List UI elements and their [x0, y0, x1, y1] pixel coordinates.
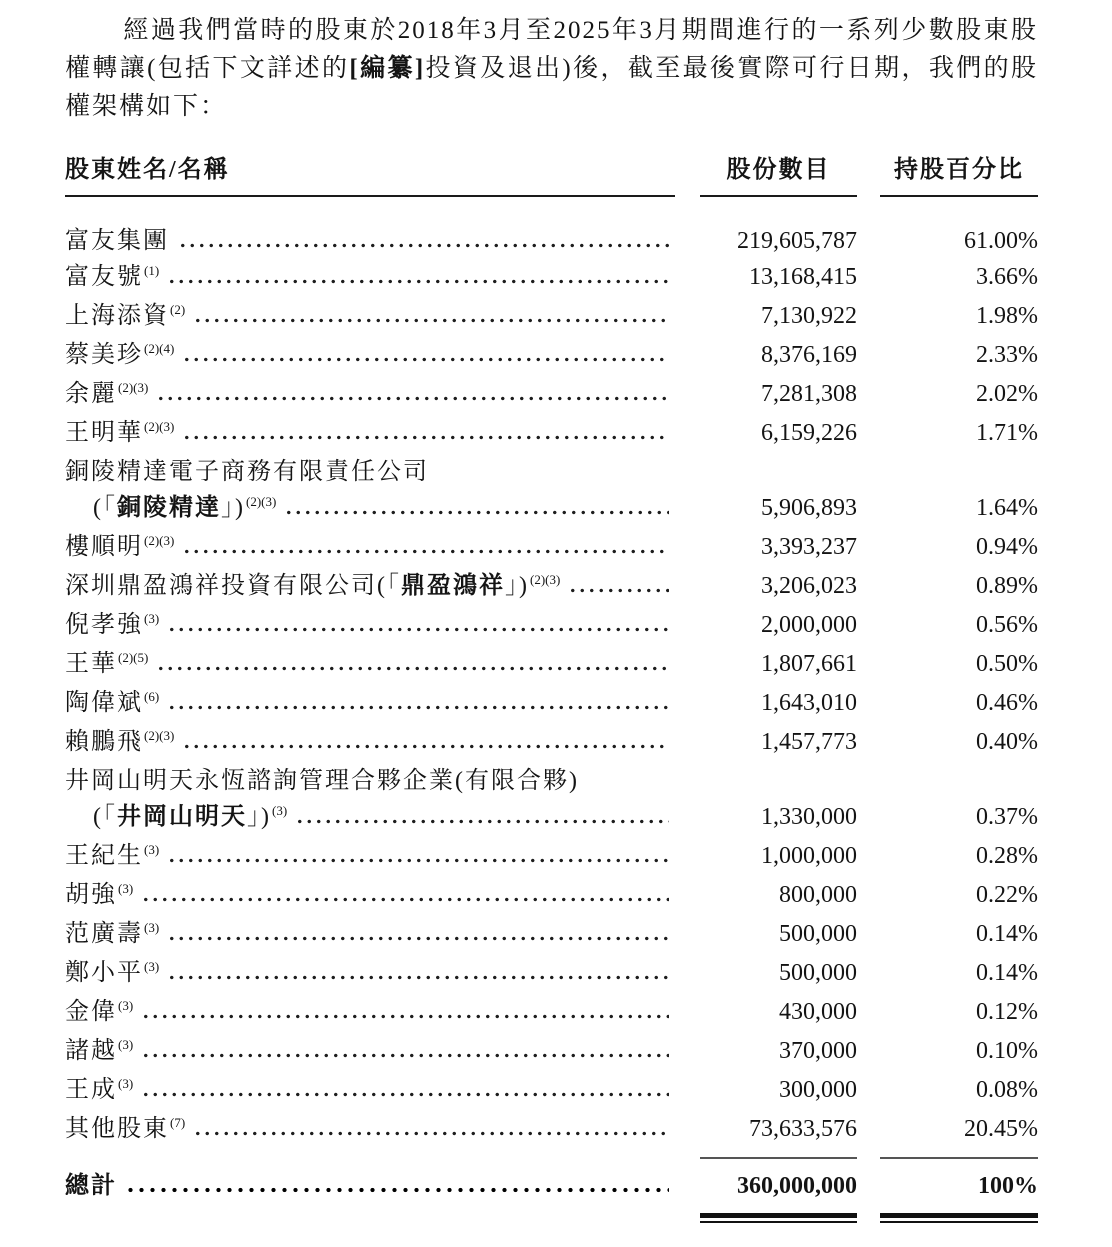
shareholder-name: 深圳鼎盈鴻祥投資有限公司(「 [65, 573, 401, 599]
dot-leader [167, 936, 669, 941]
shareholder-name-line1 [65, 763, 1038, 799]
shareholder-name: 金偉 [65, 999, 117, 1025]
dot-leader [193, 318, 669, 323]
shareholder-name: 王成 [65, 1077, 117, 1103]
total-row [65, 1168, 1038, 1204]
shareholder-name: 其他股東 [65, 1116, 169, 1142]
shareholder-name-cell [65, 529, 675, 568]
shareholder-name-cell [65, 337, 675, 376]
dot-leader [182, 357, 669, 362]
dot-leader [568, 588, 669, 593]
total-label-cell [65, 1168, 675, 1204]
shareholding-percent: 0.94% [976, 534, 1038, 560]
shareholder-name-cell [65, 724, 675, 763]
dot-leader [156, 666, 669, 671]
dot-leader [284, 510, 669, 515]
footnote-superscript: (2)(5) [118, 650, 149, 665]
shareholding-percent: 2.33% [976, 342, 1038, 368]
table-row [65, 1111, 1038, 1150]
shareholder-name-cell [65, 1033, 675, 1072]
table-header-row [65, 152, 1038, 197]
percent-column-rule [880, 1157, 1038, 1159]
total-share-count: 360,000,000 [737, 1173, 857, 1199]
intro-text-pre: 經過我們當時的股東於2018年3月至2025年3月期間進行的一系列少數股東股權轉讓(包括下文詳述的 [65, 17, 1038, 82]
dot-leader [167, 705, 669, 710]
table-row [65, 298, 1038, 337]
footnote-superscript: (3) [144, 959, 160, 974]
table-row [65, 1072, 1038, 1111]
shareholder-name: 王紀生 [65, 843, 143, 869]
dot-leader [193, 1131, 669, 1136]
dot-leader [295, 819, 669, 824]
footnote-superscript: (2)(3) [144, 533, 175, 548]
table-row [65, 337, 1038, 376]
dot-leader [167, 279, 669, 284]
shareholder-name: (「 [93, 495, 117, 521]
shareholder-name: 鄭小平 [65, 960, 143, 986]
shareholder-name-bold: 鼎盈鴻祥 [401, 573, 505, 599]
header-shareholder-name: 股東姓名/名稱 [65, 152, 675, 197]
shareholding-percent: 0.56% [976, 612, 1038, 638]
table-row [65, 877, 1038, 916]
shareholding-percent: 0.14% [976, 921, 1038, 947]
shareholder-name: 諸越 [65, 1038, 117, 1064]
shareholder-name-cell [65, 955, 675, 994]
footnote-superscript: (3) [118, 1076, 134, 1091]
shareholder-name-cell [65, 994, 675, 1033]
table-row [65, 376, 1038, 415]
share-count: 1,457,773 [761, 729, 857, 755]
share-count: 3,206,023 [761, 573, 857, 599]
table-row [65, 568, 1038, 607]
shareholder-name-post: 」) [221, 495, 245, 521]
share-count: 2,000,000 [761, 612, 857, 638]
share-column-rule [700, 1157, 857, 1159]
share-count: 7,281,308 [761, 381, 857, 407]
table-row [65, 223, 1038, 259]
share-count: 1,330,000 [761, 804, 857, 830]
dot-leader [141, 1053, 669, 1058]
dot-leader [141, 1092, 669, 1097]
footnote-superscript: (3) [272, 803, 288, 818]
table-row [65, 799, 1038, 838]
table-row [65, 955, 1038, 994]
shareholder-name: 上海添資 [65, 303, 169, 329]
dot-leader [182, 744, 669, 749]
shareholder-name: 銅陵精達電子商務有限責任公司 [65, 459, 429, 485]
intro-text-post: 投資及退出)後，截至最後實際可行日期，我們的股權架構如下： [65, 55, 1039, 120]
table-row [65, 415, 1038, 454]
footnote-superscript: (2) [170, 302, 186, 317]
shareholder-name-cell [65, 1111, 675, 1150]
share-count: 8,376,169 [761, 342, 857, 368]
shareholding-percent: 0.50% [976, 651, 1038, 677]
share-count: 500,000 [779, 921, 857, 947]
table-row [65, 490, 1038, 529]
shareholding-percent: 20.45% [964, 1116, 1038, 1142]
dot-leader [167, 858, 669, 863]
share-count: 370,000 [779, 1038, 857, 1064]
shareholder-name: (「 [93, 804, 117, 830]
total-double-rule [65, 1213, 1038, 1223]
share-count: 3,393,237 [761, 534, 857, 560]
shareholder-name: 胡強 [65, 882, 117, 908]
shareholder-name: 賴鵬飛 [65, 729, 143, 755]
shareholder-name-cell [65, 607, 675, 646]
shareholder-name-post: 」) [247, 804, 271, 830]
dot-leader [182, 435, 669, 440]
footnote-superscript: (2)(3) [530, 572, 561, 587]
footnote-superscript: (3) [118, 998, 134, 1013]
table-row [65, 838, 1038, 877]
footnote-superscript: (1) [144, 263, 160, 278]
footnote-superscript: (3) [144, 920, 160, 935]
table-row [65, 607, 1038, 646]
header-share-count: 股份數目 [700, 152, 857, 197]
dot-leader [167, 627, 669, 632]
shareholder-name-line1 [65, 454, 1038, 490]
intro-paragraph [65, 12, 1038, 126]
subtotal-rule [65, 1157, 1038, 1159]
share-count: 1,643,010 [761, 690, 857, 716]
dot-leader [182, 549, 669, 554]
shareholder-name-cell [65, 1072, 675, 1111]
share-count: 300,000 [779, 1077, 857, 1103]
footnote-superscript: (3) [118, 1037, 134, 1052]
total-percent: 100% [978, 1173, 1038, 1199]
shareholder-name: 陶偉斌 [65, 690, 143, 716]
shareholding-percent: 1.98% [976, 303, 1038, 329]
table-row [65, 685, 1038, 724]
shareholding-percent: 0.46% [976, 690, 1038, 716]
shareholder-name-cell [65, 415, 675, 454]
share-count: 1,000,000 [761, 843, 857, 869]
table-row [65, 1033, 1038, 1072]
share-count: 1,807,661 [761, 651, 857, 677]
shareholding-percent: 3.66% [976, 264, 1038, 290]
table-body [65, 223, 1038, 1159]
shareholder-name: 富友號 [65, 264, 143, 290]
dot-leader [167, 975, 669, 980]
shareholding-percent: 0.22% [976, 882, 1038, 908]
shareholding-percent: 2.02% [976, 381, 1038, 407]
shareholding-percent: 61.00% [964, 228, 1038, 254]
table-row [65, 646, 1038, 685]
shareholding-percent: 1.64% [976, 495, 1038, 521]
shareholder-name-cell [65, 838, 675, 877]
share-count: 5,906,893 [761, 495, 857, 521]
shareholding-percent: 0.14% [976, 960, 1038, 986]
footnote-superscript: (3) [144, 611, 160, 626]
shareholding-percent: 0.12% [976, 999, 1038, 1025]
shareholder-name: 余麗 [65, 381, 117, 407]
share-count: 6,159,226 [761, 420, 857, 446]
share-count: 13,168,415 [749, 264, 857, 290]
shareholder-name-cell [65, 259, 675, 298]
shareholding-table [65, 152, 1038, 1223]
share-count: 73,633,576 [749, 1116, 857, 1142]
dot-leader [125, 1187, 669, 1193]
shareholding-percent: 0.40% [976, 729, 1038, 755]
footnote-superscript: (2)(3) [144, 419, 175, 434]
shareholder-name: 范廣壽 [65, 921, 143, 947]
shareholding-percent: 0.10% [976, 1038, 1038, 1064]
table-row [65, 994, 1038, 1033]
shareholder-name: 樓順明 [65, 534, 143, 560]
table-row [65, 916, 1038, 955]
shareholding-percent: 0.28% [976, 843, 1038, 869]
footnote-superscript: (2)(3) [144, 728, 175, 743]
share-count: 500,000 [779, 960, 857, 986]
footnote-superscript: (6) [144, 689, 160, 704]
footnote-superscript: (2)(4) [144, 341, 175, 356]
shareholder-name-post: 」) [505, 573, 529, 599]
footnote-superscript: (3) [144, 842, 160, 857]
share-column-double-rule [700, 1213, 857, 1223]
share-count: 430,000 [779, 999, 857, 1025]
footnote-superscript: (2)(3) [246, 494, 277, 509]
table-row [65, 724, 1038, 763]
shareholder-name: 王明華 [65, 420, 143, 446]
dot-leader [141, 897, 669, 902]
shareholder-name: 井岡山明天永恆諮詢管理合夥企業(有限合夥) [65, 768, 579, 794]
total-label: 總計 [65, 1173, 117, 1199]
shareholder-name: 倪孝強 [65, 612, 143, 638]
share-count: 7,130,922 [761, 303, 857, 329]
shareholder-name-bold: 銅陵精達 [117, 495, 221, 521]
shareholder-name-bold: 井岡山明天 [117, 804, 247, 830]
table-row [65, 259, 1038, 298]
shareholder-name: 富友集團 [65, 228, 169, 254]
shareholder-name: 蔡美珍 [65, 342, 143, 368]
share-count: 219,605,787 [737, 228, 857, 254]
dot-leader [178, 243, 669, 248]
shareholding-percent: 0.89% [976, 573, 1038, 599]
footnote-superscript: (2)(3) [118, 380, 149, 395]
footnote-superscript: (7) [170, 1115, 186, 1130]
header-shareholding-percent: 持股百分比 [880, 152, 1038, 197]
dot-leader [156, 396, 669, 401]
dot-leader [141, 1014, 669, 1019]
percent-column-double-rule [880, 1213, 1038, 1223]
share-count: 800,000 [779, 882, 857, 908]
footnote-superscript: (3) [118, 881, 134, 896]
shareholding-percent: 0.08% [976, 1077, 1038, 1103]
shareholding-percent: 1.71% [976, 420, 1038, 446]
shareholder-name: 王華 [65, 651, 117, 677]
shareholding-percent: 0.37% [976, 804, 1038, 830]
intro-text-bold: [編纂] [349, 55, 426, 82]
